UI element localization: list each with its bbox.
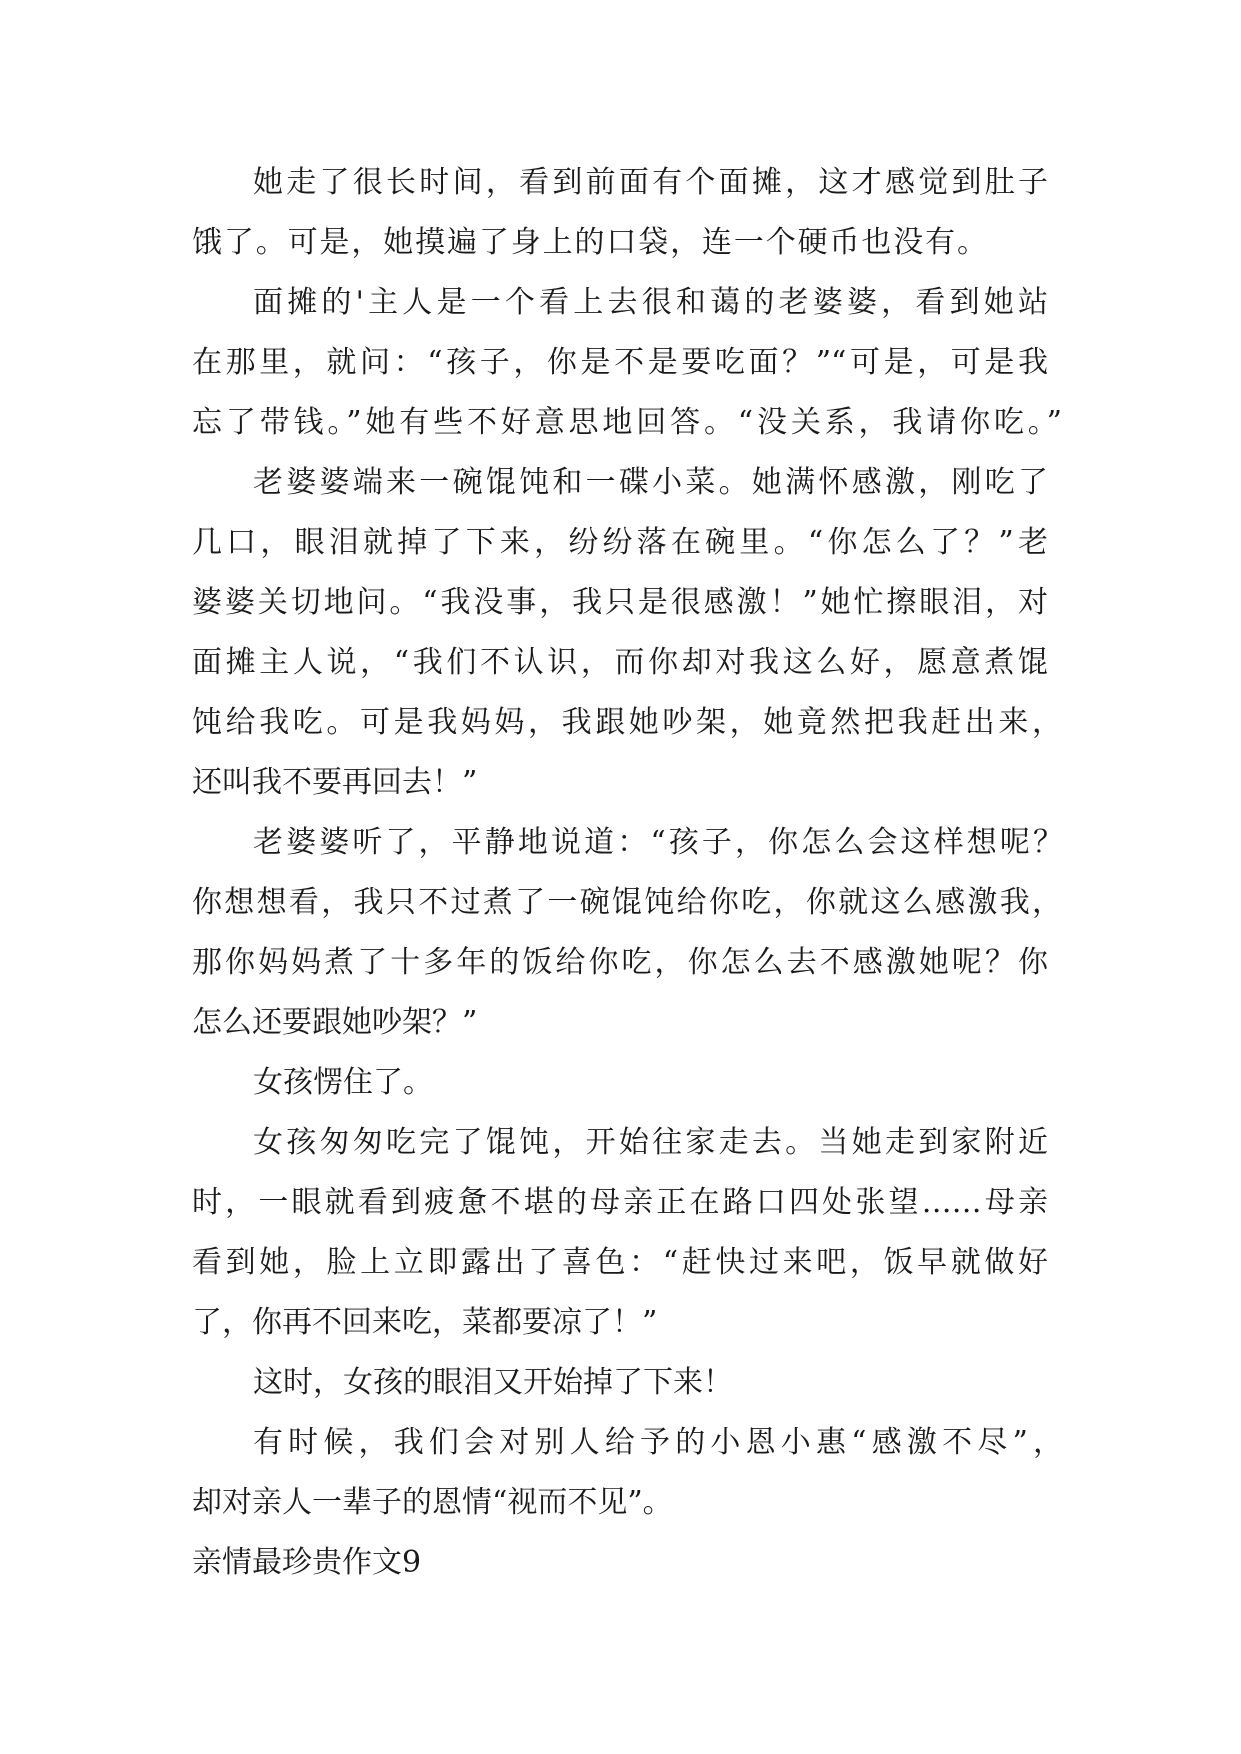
paragraph-2-line-2: 在那里，就问：“孩子，你是不是要吃面？”“可是，可是我 bbox=[192, 345, 1048, 380]
paragraph-6-line-2: 时，一眼就看到疲惫不堪的母亲正在路口四处张望……母亲 bbox=[192, 1185, 1048, 1220]
paragraph-4-line-3: 那你妈妈煮了十多年的饭给你吃，你怎么去不感激她呢？你 bbox=[192, 945, 1048, 980]
paragraph-8-line-1: 有时候，我们会对别人给予的小恩小惠“感激不尽”， bbox=[253, 1425, 1063, 1460]
paragraph-4-line-1: 老婆婆听了，平静地说道：“孩子，你怎么会这样想呢？ bbox=[253, 825, 1063, 860]
paragraph-3-line-4: 面摊主人说，“我们不认识，而你却对我这么好，愿意煮馄 bbox=[192, 645, 1048, 680]
paragraph-2-line-3: 忘了带钱。”她有些不好意思地回答。“没关系，我请你吃。” bbox=[192, 405, 1062, 440]
paragraph-4-line-2: 你想想看，我只不过煮了一碗馄饨给你吃，你就这么感激我， bbox=[192, 885, 1062, 920]
paragraph-6-line-3: 看到她，脸上立即露出了喜色：“赶快过来吧，饭早就做好 bbox=[192, 1245, 1048, 1280]
paragraph-3-line-3: 婆婆关切地问。“我没事，我只是很感激！”她忙擦眼泪，对 bbox=[192, 585, 1048, 620]
paragraph-6-line-1: 女孩匆匆吃完了馄饨，开始往家走去。当她走到家附近 bbox=[253, 1125, 1048, 1160]
paragraph-3-line-6: 还叫我不要再回去！” bbox=[192, 765, 478, 800]
paragraph-7-line-1: 这时，女孩的眼泪又开始掉了下来！ bbox=[253, 1365, 733, 1400]
paragraph-3-line-5: 饨给我吃。可是我妈妈，我跟她吵架，她竟然把我赶出来， bbox=[192, 705, 1062, 740]
paragraph-3-line-1: 老婆婆端来一碗馄饨和一碟小菜。她满怀感激，刚吃了 bbox=[253, 465, 1048, 500]
paragraph-5-line-1: 女孩愣住了。 bbox=[253, 1065, 433, 1100]
paragraph-1-line-2: 饿了。可是，她摸遍了身上的口袋，连一个硬币也没有。 bbox=[192, 225, 987, 260]
paragraph-1-line-1: 她走了很长时间，看到前面有个面摊，这才感觉到肚子 bbox=[253, 165, 1048, 200]
section-heading: 亲情最珍贵作文9 bbox=[192, 1545, 422, 1580]
paragraph-3-line-2: 几口，眼泪就掉了下来，纷纷落在碗里。“你怎么了？”老 bbox=[192, 525, 1048, 560]
paragraph-2-line-1: 面摊的'主人是一个看上去很和蔼的老婆婆，看到她站 bbox=[253, 285, 1048, 320]
paragraph-6-line-4: 了，你再不回来吃，菜都要凉了！” bbox=[192, 1305, 658, 1340]
paragraph-8-line-2: 却对亲人一辈子的恩情“视而不见”。 bbox=[192, 1485, 673, 1520]
paragraph-4-line-4: 怎么还要跟她吵架？” bbox=[192, 1005, 478, 1040]
